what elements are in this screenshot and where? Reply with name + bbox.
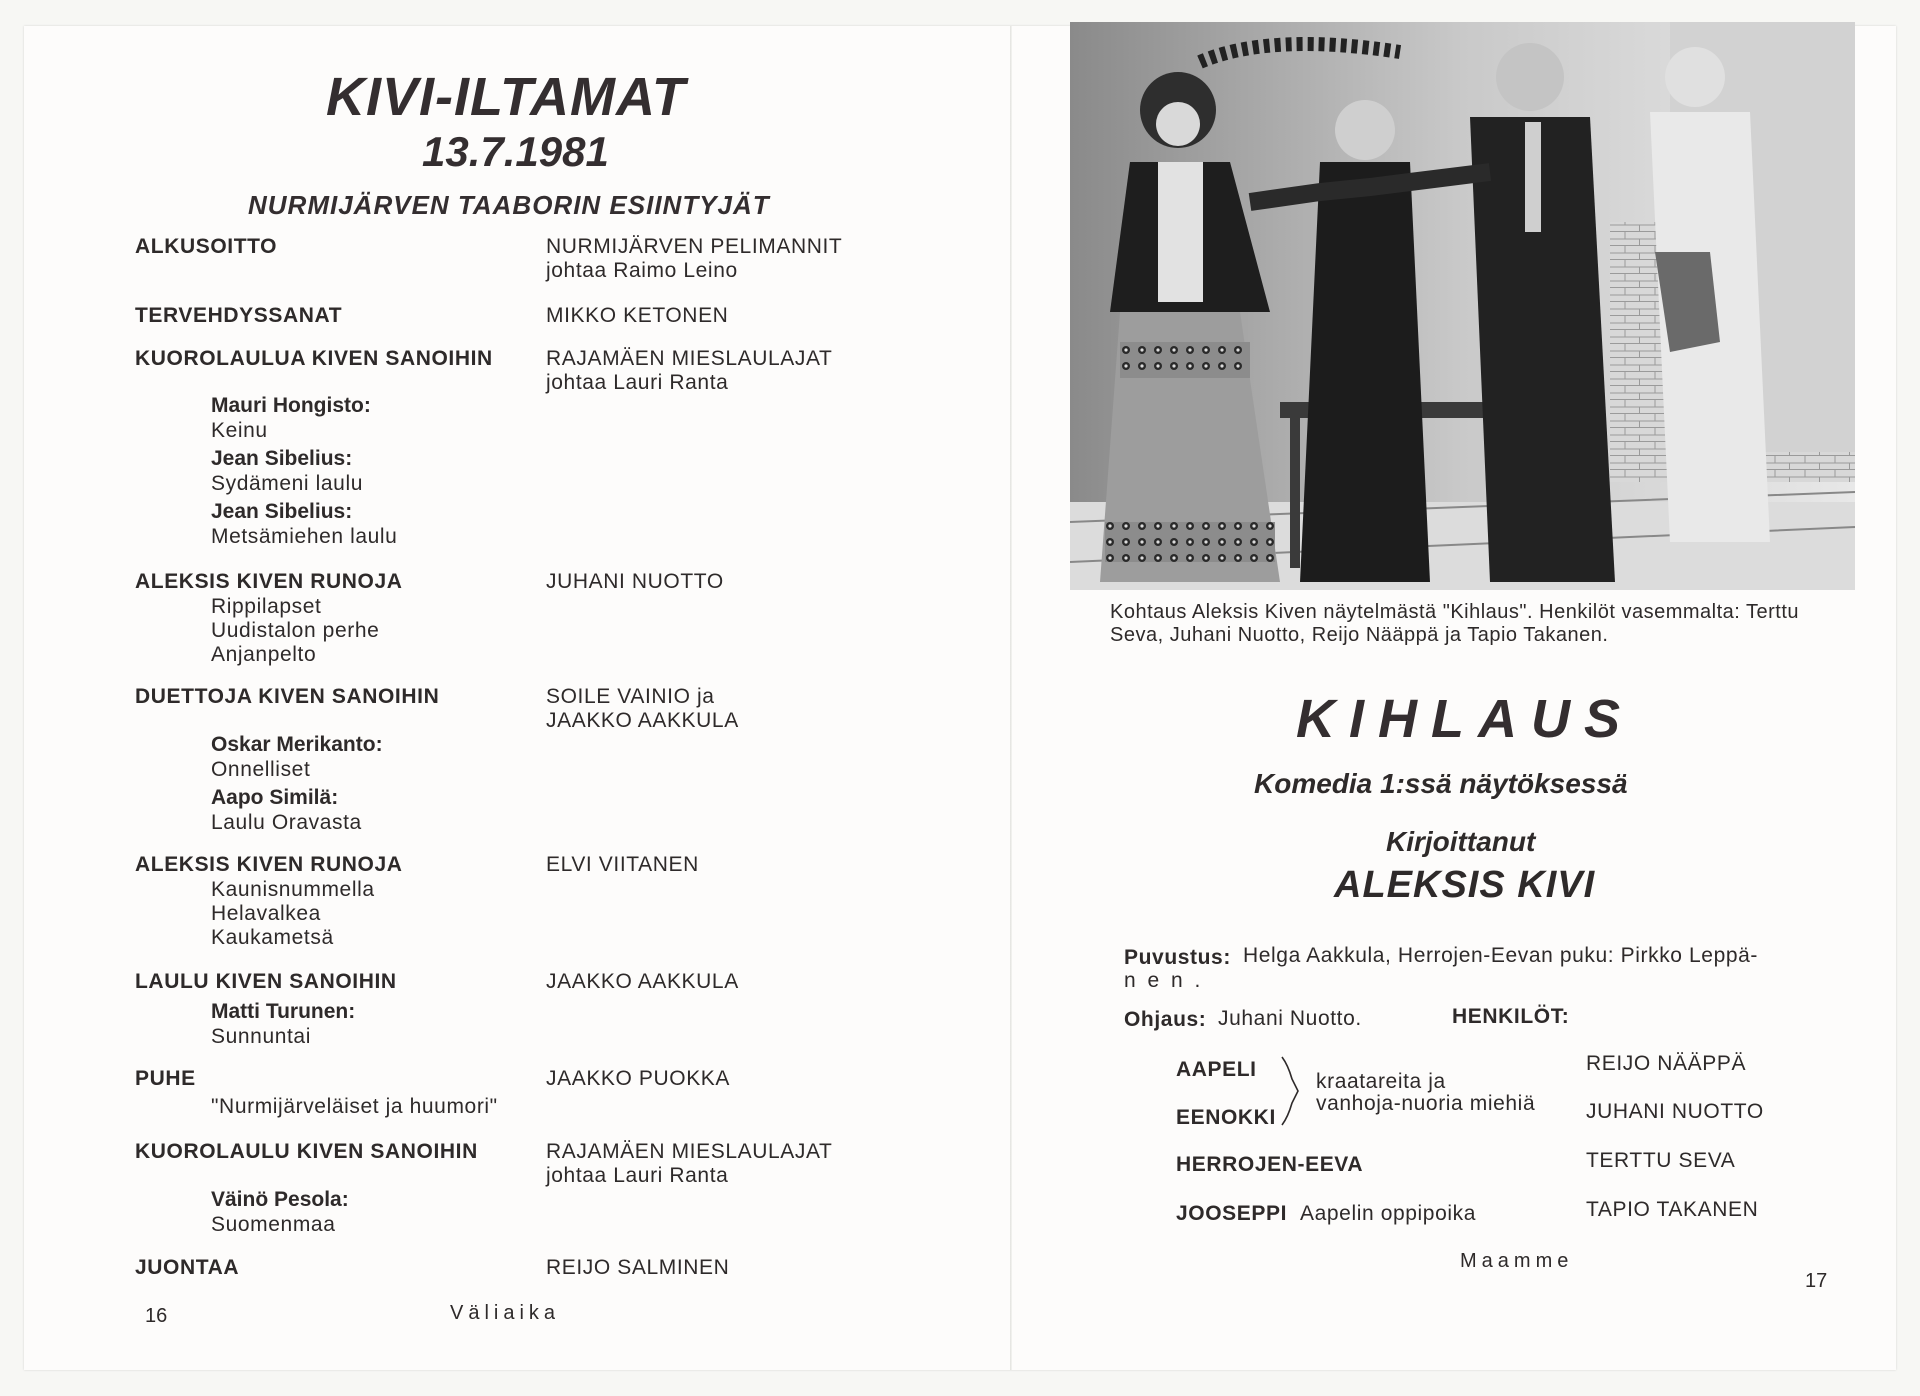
author-name: ALEKSIS KIVI xyxy=(1334,864,1596,906)
poem-title: Anjanpelto xyxy=(211,643,317,666)
page-title: KIVI-ILTAMAT xyxy=(326,67,686,127)
work-title: Suomenmaa xyxy=(211,1213,336,1236)
brace-description: kraatareita ja xyxy=(1316,1070,1446,1093)
role-description: Aapelin oppipoika xyxy=(1300,1202,1476,1225)
role-name: EENOKKI xyxy=(1176,1106,1276,1129)
program-item-performer-note: JAAKKO AAKKULA xyxy=(546,709,739,732)
costumes-credit-cont: n e n . xyxy=(1124,969,1204,992)
program-item-performer: SOILE VAINIO ja xyxy=(546,685,715,708)
work-title: Metsämiehen laulu xyxy=(211,525,398,548)
play-subtitle: Komedia 1:ssä näytöksessä xyxy=(1254,768,1628,799)
page-number-left: 16 xyxy=(145,1305,168,1327)
work-title: Sunnuntai xyxy=(211,1025,311,1048)
actor-name: TERTTU SEVA xyxy=(1586,1149,1736,1172)
cast-label: HENKILÖT: xyxy=(1452,1005,1570,1028)
program-item-performer-note: johtaa Lauri Ranta xyxy=(546,1164,729,1187)
actor-name: REIJO NÄÄPPÄ xyxy=(1586,1052,1747,1075)
program-item-label: TERVEHDYSSANAT xyxy=(135,304,343,327)
program-item-performer: REIJO SALMINEN xyxy=(546,1256,730,1279)
role-name: HERROJEN-EEVA xyxy=(1176,1153,1364,1176)
program-item-performer: ELVI VIITANEN xyxy=(546,853,699,876)
work-composer: Matti Turunen: xyxy=(211,1000,356,1023)
role-name: JOOSEPPI xyxy=(1176,1202,1288,1225)
program-item-performer: RAJAMÄEN MIESLAULAJAT xyxy=(546,347,833,370)
actor-name: JUHANI NUOTTO xyxy=(1586,1100,1764,1123)
poem-title: Rippilapset xyxy=(211,595,322,618)
intermission-label: Väliaika xyxy=(450,1302,561,1324)
program-item-label: ALEKSIS KIVEN RUNOJA xyxy=(135,853,403,876)
page-number-right: 17 xyxy=(1805,1270,1828,1292)
work-composer: Jean Sibelius: xyxy=(211,500,353,523)
photo-caption: Kohtaus Aleksis Kiven näytelmästä "Kihlaus". Henkilöt vasemmalta: Terttu Seva, Juhani Nuotto, Reijo Nääppä ja Tapio Takanen. xyxy=(1110,601,1800,646)
work-composer: Jean Sibelius: xyxy=(211,447,353,470)
work-composer: Väinö Pesola: xyxy=(211,1188,349,1211)
brace-description: vanhoja-nuoria miehiä xyxy=(1316,1092,1536,1115)
written-by-label: Kirjoittanut xyxy=(1386,826,1536,857)
program-item-label: KUOROLAULU KIVEN SANOIHIN xyxy=(135,1140,478,1163)
closing-song: Maamme xyxy=(1460,1250,1574,1272)
work-title: Onnelliset xyxy=(211,758,311,781)
event-date: 13.7.1981 xyxy=(422,128,609,175)
costumes-label: Puvustus: xyxy=(1124,946,1231,969)
program-item-label: ALEKSIS KIVEN RUNOJA xyxy=(135,570,403,593)
program-item-performer: JAAKKO AAKKULA xyxy=(546,970,739,993)
program-item-performer: RAJAMÄEN MIESLAULAJAT xyxy=(546,1140,833,1163)
program-item-label: JUONTAA xyxy=(135,1256,240,1279)
program-item-label: ALKUSOITTO xyxy=(135,235,278,258)
work-composer: Aapo Similä: xyxy=(211,786,339,809)
work-title: Sydämeni laulu xyxy=(211,472,363,495)
costumes-credit: Helga Aakkula, Herrojen-Eevan puku: Pirkko Leppä- xyxy=(1243,944,1759,967)
program-item-label: PUHE xyxy=(135,1067,196,1090)
program-item-performer-note: johtaa Lauri Ranta xyxy=(546,371,729,394)
program-item-label: LAULU KIVEN SANOIHIN xyxy=(135,970,397,993)
work-title: Laulu Oravasta xyxy=(211,811,362,834)
program-item-performer-note: johtaa Raimo Leino xyxy=(546,259,738,282)
program-item-performer: JAAKKO PUOKKA xyxy=(546,1067,731,1090)
direction-credit: Juhani Nuotto. xyxy=(1218,1007,1362,1030)
poem-title: Helavalkea xyxy=(211,902,321,925)
program-item-performer: JUHANI NUOTTO xyxy=(546,570,724,593)
work-composer: Mauri Hongisto: xyxy=(211,394,371,417)
brace-icon xyxy=(1280,1055,1302,1127)
program-item-label: KUOROLAULUA KIVEN SANOIHIN xyxy=(135,347,493,370)
poem-title: Kaunisnummella xyxy=(211,878,375,901)
poem-title: Kaukametsä xyxy=(211,926,334,949)
work-composer: Oskar Merikanto: xyxy=(211,733,383,756)
program-item-performer: MIKKO KETONEN xyxy=(546,304,729,327)
program-item-performer: NURMIJÄRVEN PELIMANNIT xyxy=(546,235,843,258)
play-scene-photo xyxy=(1070,22,1855,590)
section-subtitle: NURMIJÄRVEN TAABORIN ESIINTYJÄT xyxy=(248,190,770,220)
program-item-label: DUETTOJA KIVEN SANOIHIN xyxy=(135,685,440,708)
actor-name: TAPIO TAKANEN xyxy=(1586,1198,1759,1221)
work-title: Keinu xyxy=(211,419,268,442)
direction-label: Ohjaus: xyxy=(1124,1008,1207,1031)
role-name: AAPELI xyxy=(1176,1058,1257,1081)
page-gutter xyxy=(1010,26,1012,1370)
play-title: KIHLAUS xyxy=(1296,689,1634,749)
poem-title: Uudistalon perhe xyxy=(211,619,380,642)
speech-title: "Nurmijärveläiset ja huumori" xyxy=(211,1095,498,1118)
